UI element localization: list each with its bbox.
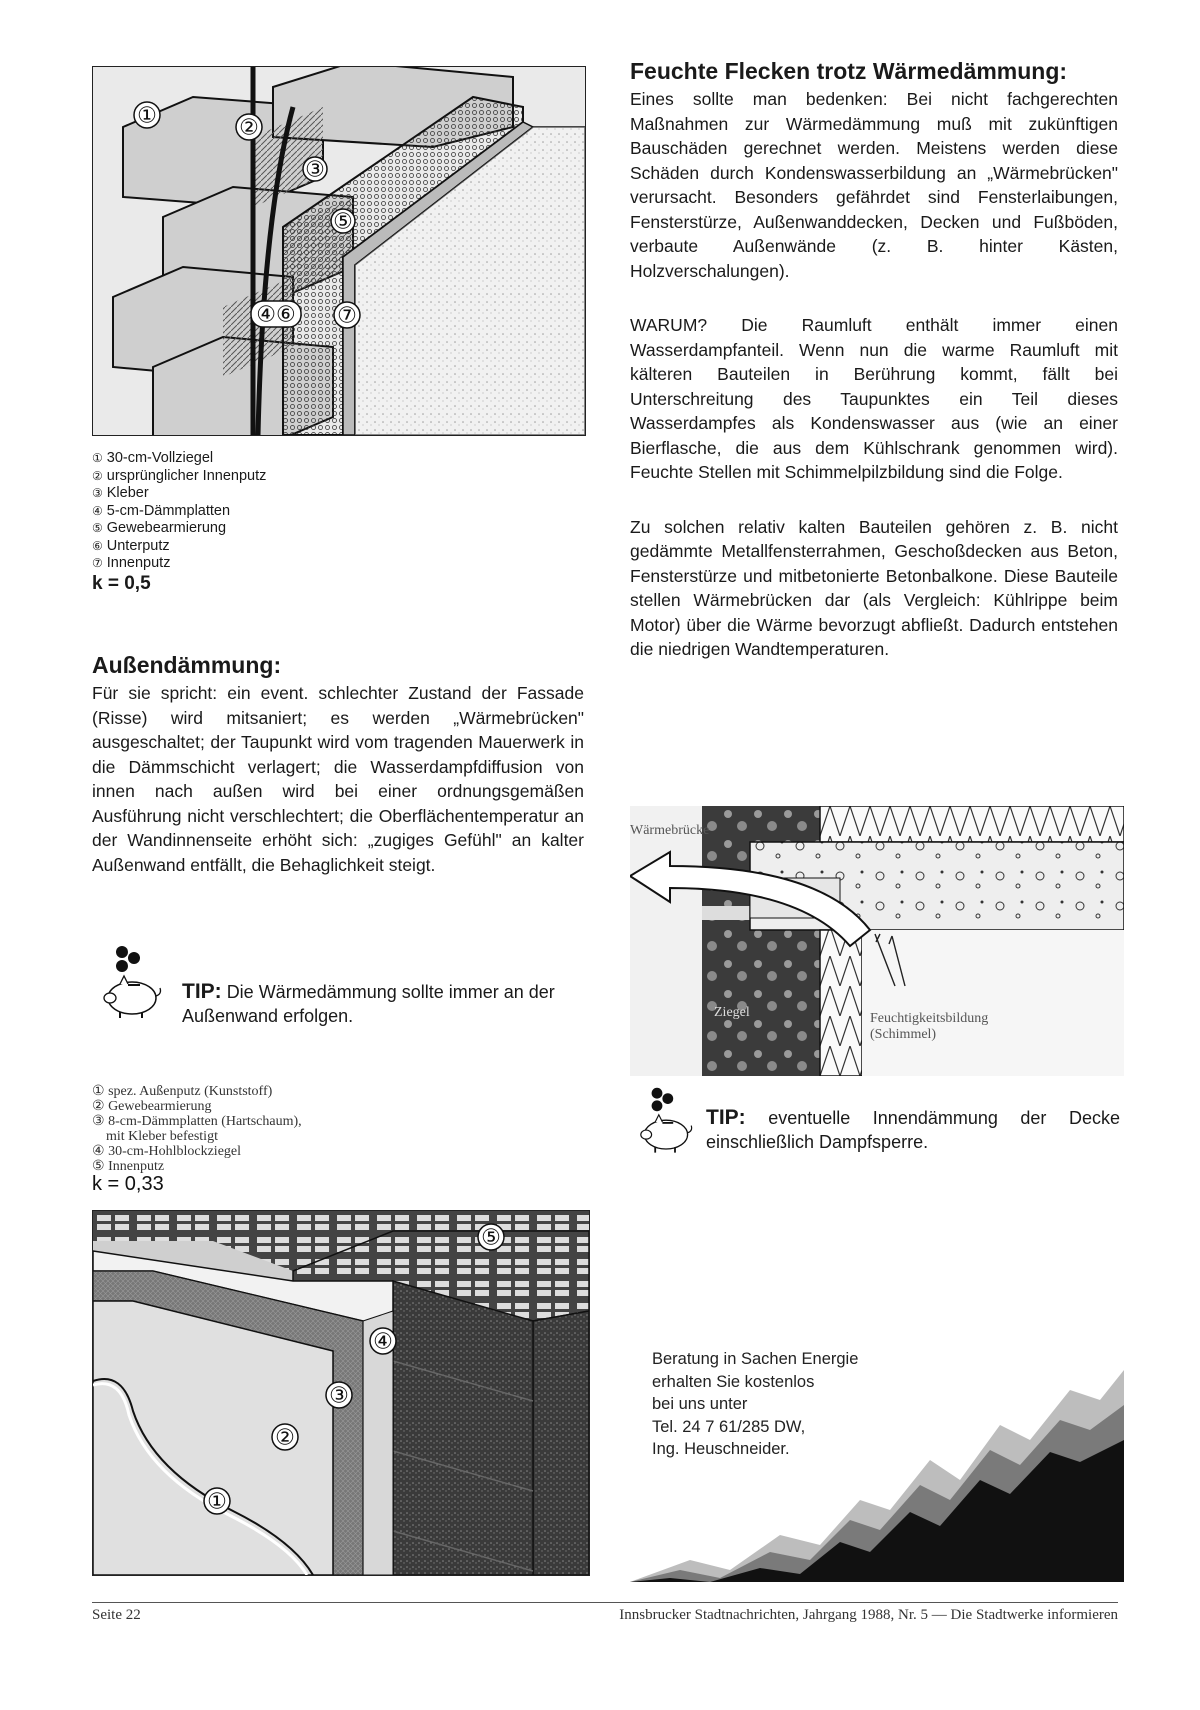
label-brick: Ziegel — [714, 1005, 750, 1020]
section-aussendaemmung — [92, 652, 584, 877]
callout-4: ④ — [373, 1328, 393, 1354]
consulting-contact: Ing. Heuschneider. — [652, 1440, 790, 1458]
figure-interior-insulation — [92, 66, 586, 436]
callout-5: ⑤ — [481, 1224, 501, 1250]
legend-item: ① spez. Außenputz (Kunststoff) — [92, 1084, 273, 1099]
legend-item: ④ 5-cm-Dämmplatten — [92, 502, 231, 519]
exterior-insulation-illustration — [93, 1211, 589, 1575]
callout-2: ② — [275, 1424, 295, 1450]
tip-box — [630, 1080, 1124, 1164]
callout-3: ③ — [305, 156, 325, 182]
legend-item: ⑤ Innenputz — [92, 1159, 165, 1174]
label-mold: (Schimmel) — [870, 1027, 937, 1042]
legend-item: ② ursprünglicher Innenputz — [92, 467, 267, 484]
callout-2: ② — [239, 114, 259, 140]
legend-item: ⑦ Innenputz — [92, 555, 171, 571]
thermal-bridge-illustration — [630, 806, 1124, 1076]
tip-text: Die Wärmedämmung sollte immer an der Außenwand erfolgen. — [182, 982, 555, 1026]
tip-label: TIP: — [182, 980, 222, 1003]
consulting-phone: Tel. 24 7 61/285 DW, — [652, 1417, 806, 1436]
callout-7: ⑦ — [337, 302, 357, 328]
legend-item: ① 30-cm-Vollziegel — [92, 450, 214, 466]
figure-thermal-bridge — [630, 806, 1124, 1076]
legend-exterior-insulation — [92, 1084, 492, 1195]
tip-box — [92, 942, 592, 1028]
consulting-line: bei uns unter — [652, 1395, 748, 1413]
legend-item: ③ Kleber — [92, 485, 149, 501]
section-paragraph: Für sie spricht: ein event. schlechter Zustand der Fassade (Risse) wird mitsaniert; es werden „Wärmebrücken" ausgeschaltet; der Taupunkt wird vom tragenden Mauerwerk in die Dämmschicht verlagert; die Wasserdampfdiffusion von innen nach außen wird bei einer ordnungsgemäßen Ausführung nicht verschlechtert; die Oberflächentemperatur an der Wandinnenseite erhöht sich: „zugiges Gefühl" an kalter Außenwand entfällt, die Behaglichkeit steigt. — [92, 683, 584, 875]
callout-1: ① — [207, 1488, 227, 1514]
section-paragraph: WARUM? Die Raumluft enthält immer einen Wasserdampfanteil. Wenn nun die warme Raumluft mit kälteren Bauteilen in Berührung kommt, fällt bei Unterschreitung des Taupunktes ein Teil dieses Wasserdampfes als Kondenswasser aus (wie an einer Bierflasche, die aus dem Kühlschrank genommen wird). Feuchte Stellen mit Schimmelpilzbildung sind die Folge. — [630, 315, 1118, 482]
label-thermal-bridge: Wärmebrücke — [630, 823, 710, 838]
consulting-line: Beratung in Sachen Energie — [652, 1350, 859, 1368]
tip-label: TIP: — [706, 1106, 746, 1129]
publication-info: Innsbrucker Stadtnachrichten, Jahrgang 1988, Nr. 5 — Die Stadtwerke informieren — [619, 1607, 1118, 1623]
section-paragraph: Zu solchen relativ kalten Bauteilen gehören z. B. nicht gedämmte Metallfensterrahmen, Geschoßdecken aus Beton, Fensterstürze und mitbetonierte Betonbalkone. Diese Bauteile stellen Wärmebrücken dar (als Vergleich: Kühlrippe beim Motor) über die Wärme bevorzugt abfließt. Dadurch entstehen die niedrigen Wandtemperaturen. — [630, 516, 1118, 659]
page-footer — [92, 1602, 1118, 1624]
label-moisture: Feuchtigkeitsbildung — [870, 1011, 989, 1026]
section-heading: Außendämmung: — [92, 652, 282, 678]
section-paragraph: Eines sollte man bedenken: Bei nicht fachgerechten Maßnahmen zur Wärmedämmung muß mit zukünftigen Bauschäden gerechnet werden. Meistens werden diese Schäden durch Kondenswasserbildung an „Wärmebrücken" verursacht. Besonders gefährdet sind Fensterlaibungen, Fensterstürze, Außenwanddecken, Decken und Fußböden, verbaute Außenwände (z. B. hinter Kästen, Holzverschalungen). — [630, 89, 1118, 281]
section-heading: Feuchte Flecken trotz Wärmedämmung: — [630, 58, 1068, 84]
callout-5: ⑤ — [333, 208, 353, 234]
legend-item: ② Gewebearmierung — [92, 1099, 212, 1114]
piggy-bank-icon — [630, 1080, 702, 1164]
legend-item: ⑥ Unterputz — [92, 537, 170, 554]
legend-item: ④ 30-cm-Hohlblockziegel — [92, 1144, 242, 1159]
legend-item: mit Kleber befestigt — [106, 1129, 218, 1144]
legend-item: ⑤ Gewebearmierung — [92, 520, 227, 536]
legend-interior-insulation — [92, 450, 492, 592]
interior-insulation-illustration — [93, 67, 585, 435]
piggy-bank-icon — [92, 942, 172, 1022]
k-value: k = 0,5 — [92, 572, 151, 594]
page-number: Seite 22 — [92, 1607, 141, 1623]
callout-4-6: ④⑥ — [256, 301, 296, 327]
energy-consulting-box — [630, 1330, 1124, 1582]
k-value: k = 0,33 — [92, 1173, 164, 1195]
callout-1: ① — [137, 102, 157, 128]
figure-exterior-insulation — [92, 1210, 590, 1576]
tip-text: eventuelle Innendämmung der Decke einschließlich Dampfsperre. — [706, 1108, 1120, 1152]
legend-item: ③ 8-cm-Dämmplatten (Hartschaum), — [92, 1114, 302, 1129]
callout-3: ③ — [329, 1382, 349, 1408]
section-feuchte-flecken — [630, 58, 1118, 662]
consulting-line: erhalten Sie kostenlos — [652, 1372, 815, 1391]
